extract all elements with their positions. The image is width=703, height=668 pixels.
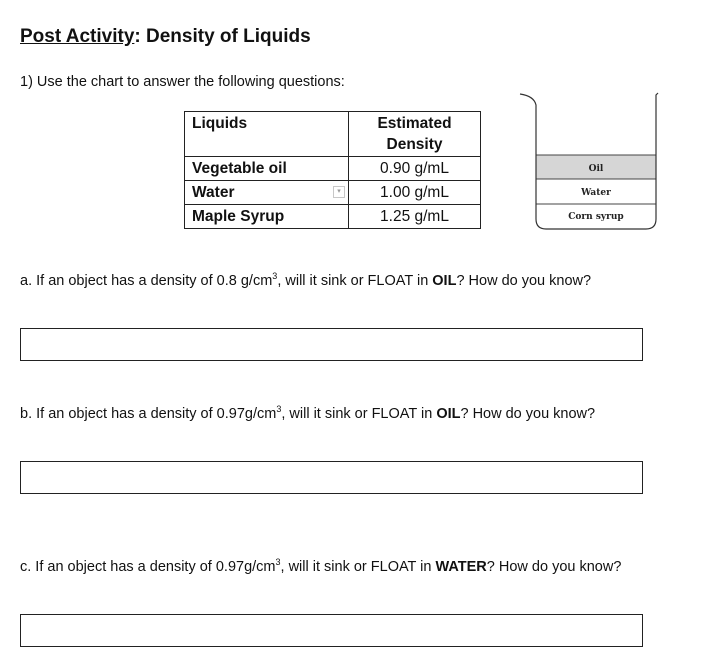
water-label: Water	[581, 188, 611, 198]
density-cell: 1.25 g/mL	[349, 205, 481, 229]
title-rest: : Density of Liquids	[134, 26, 311, 47]
answer-box-a[interactable]	[20, 328, 643, 361]
dropdown-arrow-icon[interactable]: ▾	[333, 186, 345, 198]
answer-box-c[interactable]	[20, 614, 643, 647]
density-table	[184, 111, 481, 229]
header-density: Estimated Density	[349, 112, 481, 157]
header-liquids: Liquids	[185, 112, 349, 157]
question-b: b. If an object has a density of $0.97g/cm^3$, will it sink or FLOAT in OIL? How do you know?	[20, 404, 596, 422]
liquid-cell: Vegetable oil	[185, 157, 349, 181]
corn-syrup-label: Corn syrup	[568, 212, 624, 222]
liquid-cell: Water	[185, 181, 349, 205]
table-header-row	[185, 112, 481, 157]
density-cell: 0.90 g/mL	[349, 157, 481, 181]
question-c: c. If an object has a density of $0.97g/cm^3$, will it sink or FLOAT in WATER? How do you know?	[20, 557, 622, 575]
liquid-cell: Maple Syrup	[185, 205, 349, 229]
table-row	[185, 157, 481, 181]
intro-text: 1) Use the chart to answer the following questions:	[20, 74, 345, 90]
density-cell: 1.00 g/mL	[349, 181, 481, 205]
answer-box-b[interactable]	[20, 461, 643, 494]
oil-label: Oil	[588, 164, 604, 174]
table-row	[185, 205, 481, 229]
question-a: a. If an object has a density of 0.8 $g/cm^3$, will it sink or FLOAT in OIL? How do you know?	[20, 271, 592, 289]
beaker-diagram	[516, 89, 662, 235]
page-title	[20, 26, 311, 48]
title-underlined: Post Activity	[20, 26, 135, 47]
